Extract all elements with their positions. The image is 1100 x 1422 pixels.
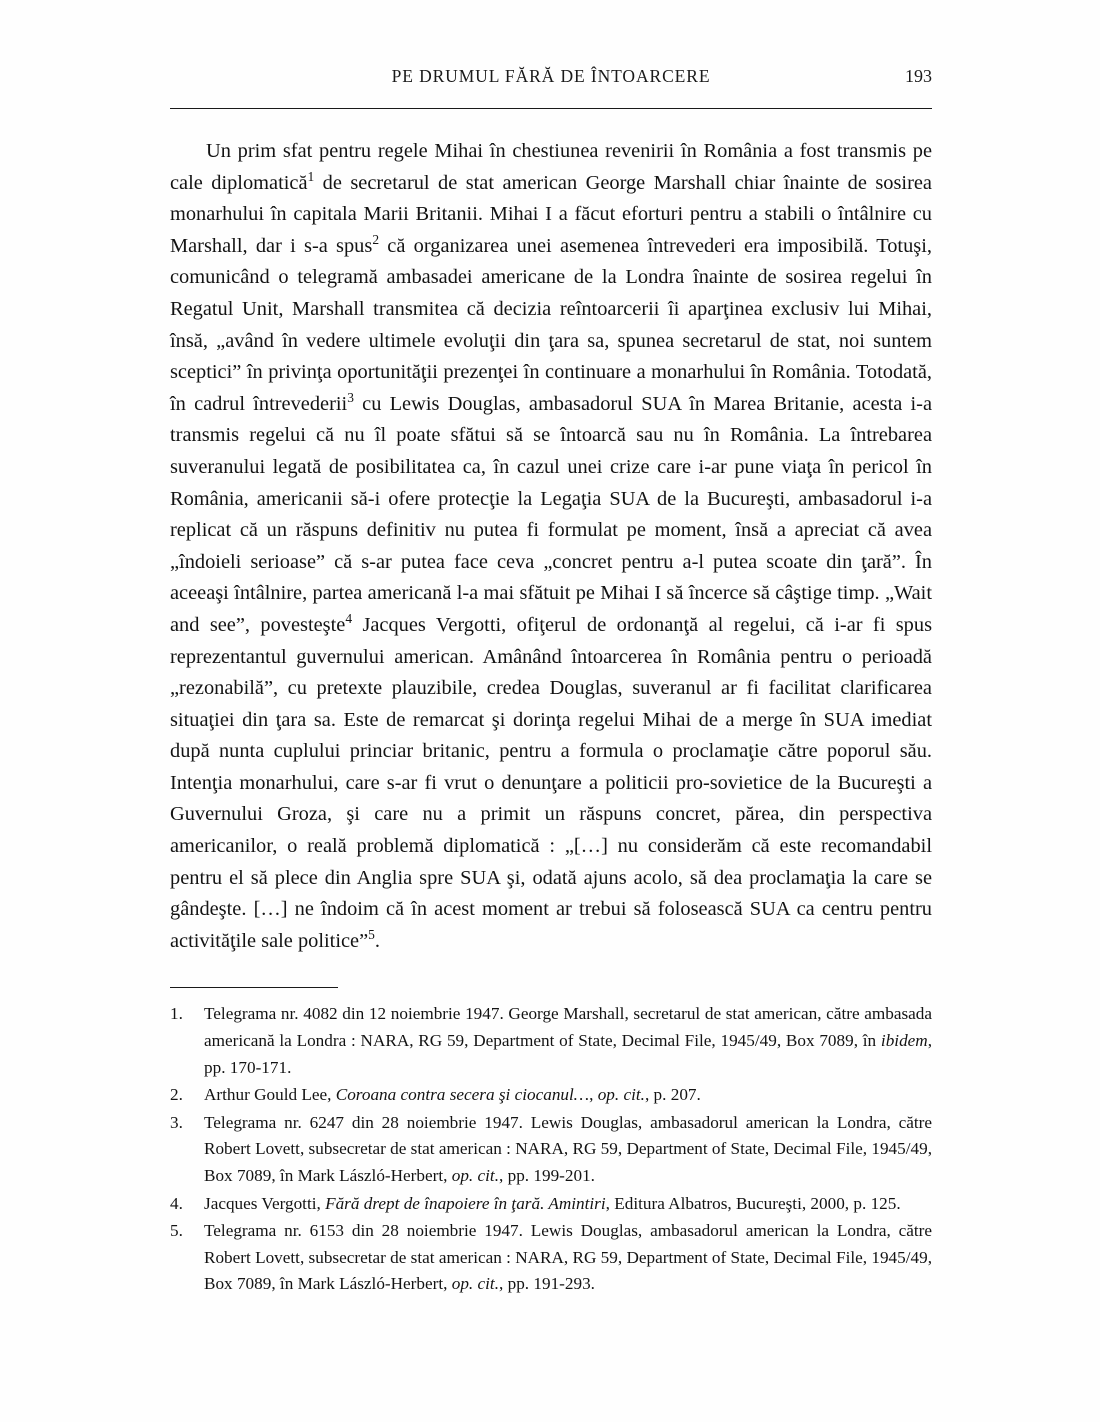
paragraph-segment-1: Un prim sfat pentru regele Mihai în chestiunea revenirii în România a fost transmis pe cale diplomatică <box>170 140 932 194</box>
footnote-text-run: , p. 207. <box>644 1085 701 1105</box>
footnote-ref-3[interactable]: 3 <box>347 389 354 405</box>
footnote-list <box>170 1001 932 1298</box>
footnote-item <box>170 1082 932 1109</box>
footnote-item <box>170 1191 932 1218</box>
footnote-title-italic: ibidem <box>880 1031 928 1051</box>
footnote-ref-4[interactable]: 4 <box>345 611 353 627</box>
body-text <box>170 136 932 957</box>
footnote-text <box>204 1085 701 1104</box>
footnote-text-run: , <box>589 1085 598 1105</box>
footnote-item <box>170 1110 932 1190</box>
footnote-text-run: , Editura Albatros, Bucureşti, 2000, p. 125. <box>605 1193 901 1213</box>
footnote-number: 5. <box>170 1221 183 1241</box>
page-content <box>170 66 932 1299</box>
footnote-text-run: Telegrama nr. 6153 din 28 noiembrie 1947. Lewis Douglas, ambasadorul american la Londra, către Robert Lovett, subsecretar de stat american : NARA, RG 59, Department of State, Decimal File, 1945/49, Box 7089, în Mark László-Herbert, <box>204 1221 932 1294</box>
footnote-text <box>204 1113 932 1185</box>
paragraph-main <box>170 136 932 957</box>
page-number: 193 <box>905 66 932 86</box>
footnote-text-run: Arthur Gould Lee, <box>204 1085 336 1105</box>
footnote-number: 1. <box>170 1004 183 1024</box>
footnote-ref-2[interactable]: 2 <box>372 231 380 247</box>
footnote-text <box>204 1004 932 1076</box>
footnote-number: 2. <box>170 1085 183 1105</box>
footnote-text-run: Telegrama nr. 4082 din 12 noiembrie 1947. George Marshall, secretarul de stat american, către ambasada americană la Londra : NARA, RG 59, Department of State, Decimal File, 1945/49, Box 7089, în <box>204 1004 932 1051</box>
footnote-ref-5[interactable]: 5 <box>368 927 375 943</box>
footnote-ref-1[interactable]: 1 <box>307 168 315 184</box>
footnote-item <box>170 1218 932 1298</box>
footnote-text-run: Telegrama nr. 6247 din 28 noiembrie 1947. Lewis Douglas, ambasadorul american la Londra, către Robert Lovett, subsecretar de stat american : NARA, RG 59, Department of State, Decimal File, 1945/49, Box 7089, în Mark László-Herbert, <box>204 1112 932 1185</box>
footnote-text <box>204 1221 932 1293</box>
footnote-title-italic: op. cit. <box>451 1274 499 1294</box>
footnote-title-italic: Fără drept de înapoiere în ţară. Amintiri <box>325 1193 606 1213</box>
paragraph-segment-3: că organizarea unei asemenea întrevederi era imposibilă. Totuşi, comunicând o telegramă ambasadei americane de la Londra înainte de sosirea regelui în Regatul Unit, Marshall transmitea că decizia reîntoarcerii îi aparţinea exclusiv lui Mihai, însă, „având în vedere ultimele evoluţii din ţara sa, spunea secretarul de stat, noi suntem sceptici” în privinţa oportunităţii prezenţei în continuare a monarhului în România. Totodată, în cadrul întrevederii <box>170 234 932 415</box>
footnote-number: 4. <box>170 1193 183 1213</box>
footnote-separator-rule <box>170 987 338 988</box>
footnote-text-run: , pp. 191-293. <box>499 1274 595 1294</box>
header-rule <box>170 108 932 109</box>
footnote-title-italic: op. cit. <box>597 1085 645 1105</box>
running-head-title: PE DRUMUL FĂRĂ DE ÎNTOARCERE <box>391 66 711 86</box>
footnote-title-italic: op. cit. <box>451 1166 499 1185</box>
paragraph-segment-5: Jacques Vergotti, ofiţerul de ordonanţă al regelui, că i-ar fi spus reprezentantul guvernului american. Amânând întoarcerea în România pentru o perioadă „rezonabilă”, cu pretexte plauzibile, credea Douglas, suveranul ar fi facilitat clarificarea situaţiei din ţara sa. Este de remarcat şi dorinţa regelui Mihai de a merge în SUA imediat după nunta cuplului princiar britanic, pentru a formula o proclamaţie către poporul său. Intenţia monarhului, care s-ar fi vrut o denunţare a politicii pro-sovietice de la Bucureşti a Guvernului Groza, şi care nu a primit un răspuns concret, părea, din perspectiva americanilor, o reală problemă diplomatică : „[…] nu considerăm că este recomandabil pentru el să plece din Anglia spre SUA şi, odată ajuns acolo, să dea proclamaţia la care se gândeşte. […] ne îndoim că în acest moment ar trebui să folosească SUA ca centru pentru activităţile sale politice” <box>170 613 933 952</box>
paragraph-segment-4: cu Lewis Douglas, ambasadorul SUA în Marea Britanie, acesta i-a transmis regelui că nu îl poate sfătui să se întoarcă sau nu în România. La întrebarea suveranului legată de posibilitatea ca, în cazul unei crize care i-ar pune viaţa în pericol în România, americanii să-i ofere protecţie la Legaţia SUA de la Bucureşti, ambasadorul i-a replicat că un răspuns definitiv nu putea fi formulat pe moment, însă a apreciat că avea „îndoieli serioase” că s-ar putea face ceva „concret pentru a-l putea scoate din ţară”. În aceeaşi întâlnire, partea americană l-a mai sfătuit pe Mihai I să încerce să câştige timp. „Wait and see”, povesteşte <box>170 392 933 636</box>
footnote-text-run: , pp. 199-201. <box>499 1166 595 1185</box>
paragraph-segment-6: . <box>374 929 380 952</box>
footnote-text-run: Jacques Vergotti, <box>204 1193 326 1213</box>
footnote-item <box>170 1001 932 1081</box>
footnote-text <box>204 1194 901 1213</box>
footnote-number: 3. <box>170 1112 183 1132</box>
running-head <box>170 66 932 102</box>
footnote-text-run: , pp. 170-171. <box>204 1031 932 1077</box>
footnote-title-italic: Coroana contra secera şi ciocanul… <box>335 1085 590 1105</box>
paragraph-segment-2: de secretarul de stat american George Marshall chiar înainte de sosirea monarhului în capitala Marii Britanii. Mihai I a făcut eforturi pentru a stabili o întâlnire cu Marshall, dar i s-a spus <box>170 171 932 257</box>
